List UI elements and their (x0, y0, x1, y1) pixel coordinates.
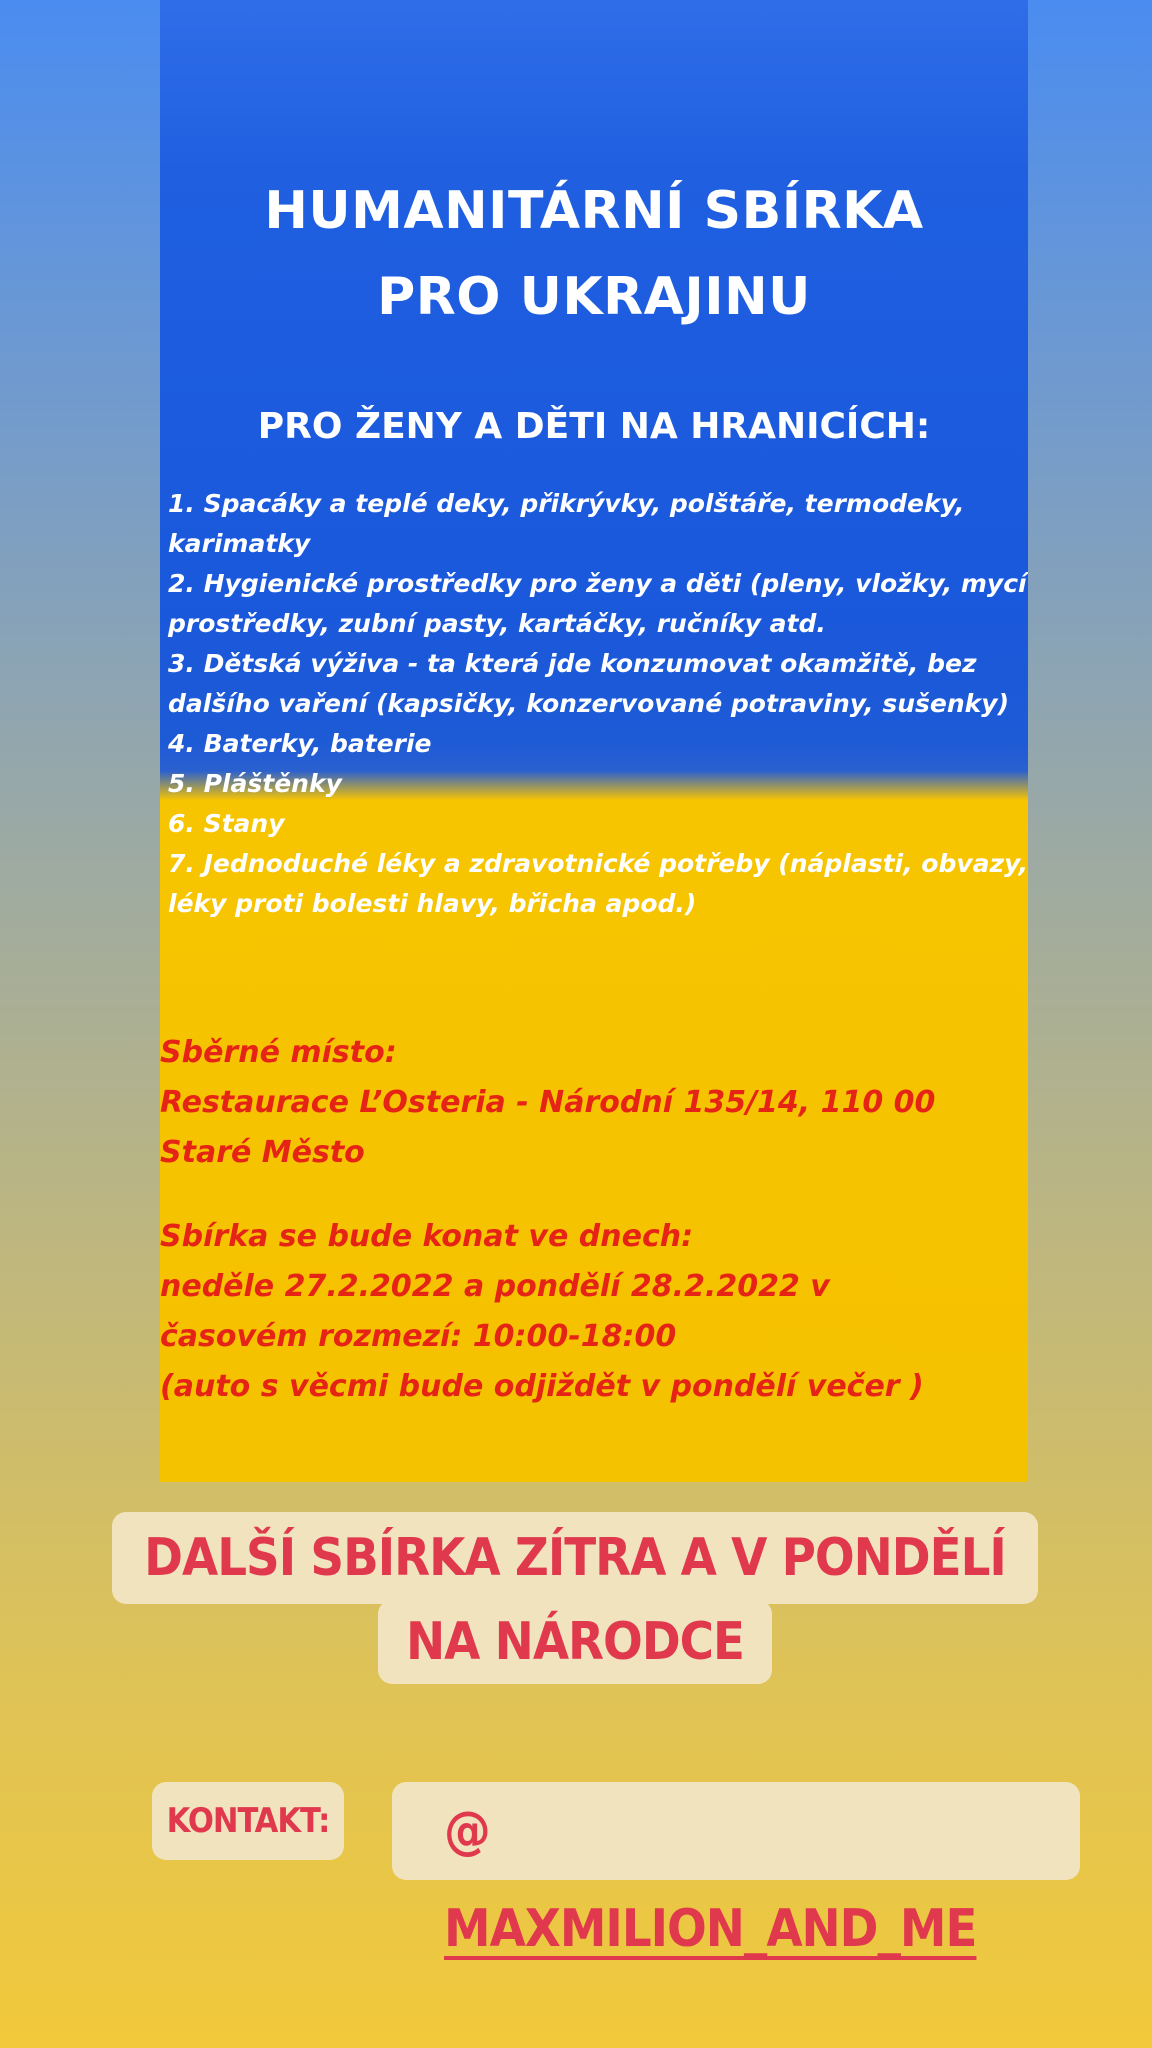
place-district: Staré Město (160, 1135, 365, 1170)
list-item: 3. Dětská výživa - ta která jde konzumovat okamžitě, bez dalšího vaření (kapsičky, konzervované potraviny, sušenky) (168, 649, 1009, 718)
mention-at: @ (444, 1801, 490, 1861)
dates-days: neděle 27.2.2022 a pondělí 28.2.2022 v (160, 1269, 830, 1304)
contact-label-sticker (152, 1782, 344, 1860)
list-item: 5. Pláštěnky (168, 769, 342, 798)
list-item: 6. Stany (168, 809, 285, 838)
place-address: Restaurace L’Osteria - Národní 135/14, 110 00 (160, 1085, 936, 1120)
poster-image (160, 0, 1028, 1482)
title-line-1: HUMANITÁRNÍ SBÍRKA (264, 181, 924, 241)
place-label: Sběrné místo: (160, 1035, 397, 1070)
collection-place (160, 1028, 1028, 1178)
list-item: 7. Jednoduché léky a zdravotnické potřeby (náplasti, obvazy, léky proti bolesti hlavy, břicha apod.) (168, 849, 1028, 918)
list-item: 1. Spacáky a teplé deky, přikrývky, polštáře, termodeky, karimatky (168, 489, 965, 558)
dates-time: časovém rozmezí: 10:00-18:00 (160, 1319, 677, 1354)
dates-note: (auto s věcmi bude odjiždět v pondělí večer ) (160, 1369, 924, 1404)
poster-title (160, 168, 1028, 340)
items-list (168, 484, 1028, 924)
dates-label: Sbírka se bude konat ve dnech: (160, 1219, 694, 1254)
next-collection-line-2: NA NÁRODCE (406, 1612, 744, 1672)
next-collection-line-1: DALŠÍ SBÍRKA ZÍTRA A V PONDĚLÍ (144, 1528, 1006, 1588)
mention-username[interactable]: MAXMILION_AND_ME (444, 1899, 977, 1959)
poster-subtitle: PRO ŽENY A DĚTI NA HRANICÍCH: (257, 406, 931, 447)
mention-sticker[interactable] (392, 1782, 1080, 1959)
next-collection-sticker-2 (378, 1600, 772, 1684)
title-line-2: PRO UKRAJINU (377, 267, 811, 327)
next-collection-sticker (112, 1512, 1038, 1604)
list-item: 2. Hygienické prostředky pro ženy a děti (pleny, vložky, mycí prostředky, zubní pasty, kartáčky, ručníky atd. (168, 569, 1027, 638)
collection-dates (160, 1212, 1028, 1412)
contact-label: KONTAKT: (166, 1801, 330, 1841)
mention-handle[interactable] (392, 1782, 1080, 1978)
list-item: 4. Baterky, baterie (168, 729, 432, 758)
